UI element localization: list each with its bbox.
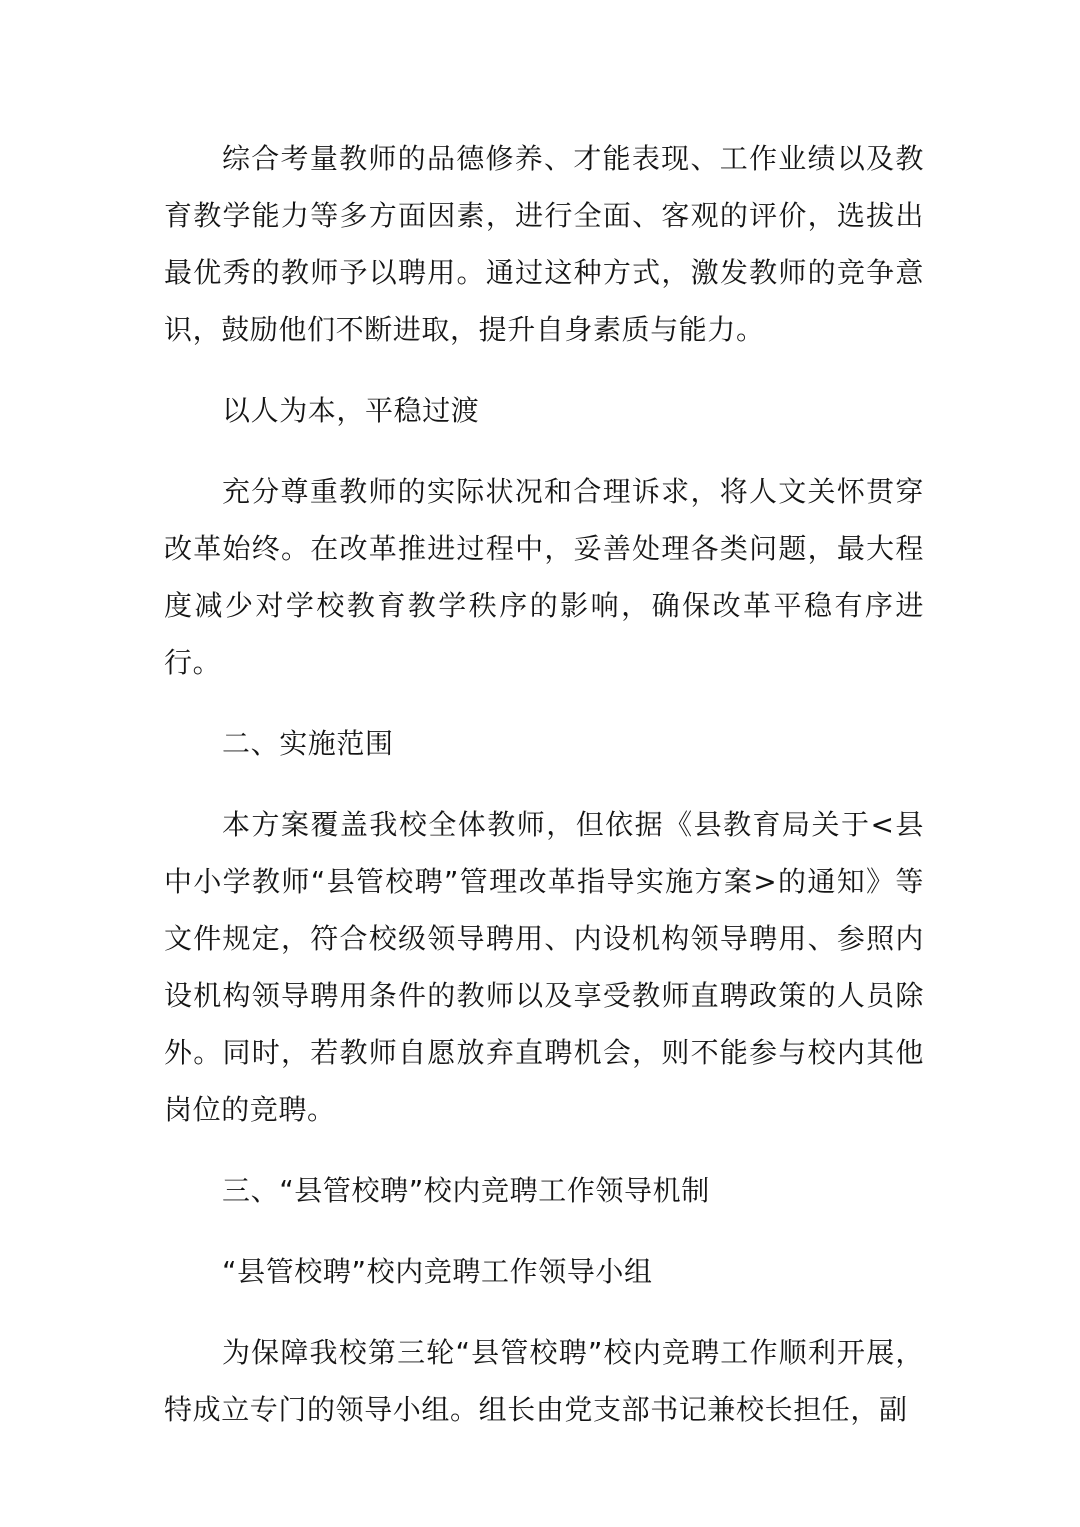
paragraph-gap bbox=[164, 1138, 924, 1162]
paragraph-gap bbox=[164, 358, 924, 382]
heading-people-oriented: 以人为本，平稳过渡 bbox=[222, 394, 480, 427]
paragraph-gap bbox=[164, 1300, 924, 1324]
paragraph-gap bbox=[164, 691, 924, 715]
paragraph-scope: 本方案覆盖我校全体教师，但依据《县教育局关于<县中小学教师“县管校聘”管理改革指导实施方案>的通知》等文件规定，符合校级领导聘用、内设机构领导聘用、参照内设机构领导聘用条件的教师以及享受教师直聘政策的人员除外。同时，若教师自愿放弃直聘机会，则不能参与校内其他岗位的竞聘。 bbox=[164, 808, 924, 1126]
document-page bbox=[164, 130, 924, 1438]
heading-leadership-mechanism: 三、“县管校聘”校内竞聘工作领导机制 bbox=[222, 1174, 710, 1207]
heading-scope: 二、实施范围 bbox=[222, 727, 394, 760]
paragraph-gap bbox=[164, 1219, 924, 1243]
paragraph-humanistic-care: 充分尊重教师的实际状况和合理诉求，将人文关怀贯穿改革始终。在改革推进过程中，妥善处理各类问题，最大程度减少对学校教育教学秩序的影响，确保改革平稳有序进行。 bbox=[164, 475, 924, 679]
paragraph-gap bbox=[164, 772, 924, 796]
paragraph-gap bbox=[164, 439, 924, 463]
paragraph-leadership-group: 为保障我校第三轮“县管校聘”校内竞聘工作顺利开展，特成立专门的领导小组。组长由党支部书记兼校长担任，副 bbox=[164, 1336, 924, 1426]
heading-leadership-group: “县管校聘”校内竞聘工作领导小组 bbox=[222, 1255, 653, 1288]
paragraph-evaluation: 综合考量教师的品德修养、才能表现、工作业绩以及教育教学能力等多方面因素，进行全面、客观的评价，选拔出最优秀的教师予以聘用。通过这种方式，激发教师的竞争意识，鼓励他们不断进取，提升自身素质与能力。 bbox=[164, 142, 924, 346]
